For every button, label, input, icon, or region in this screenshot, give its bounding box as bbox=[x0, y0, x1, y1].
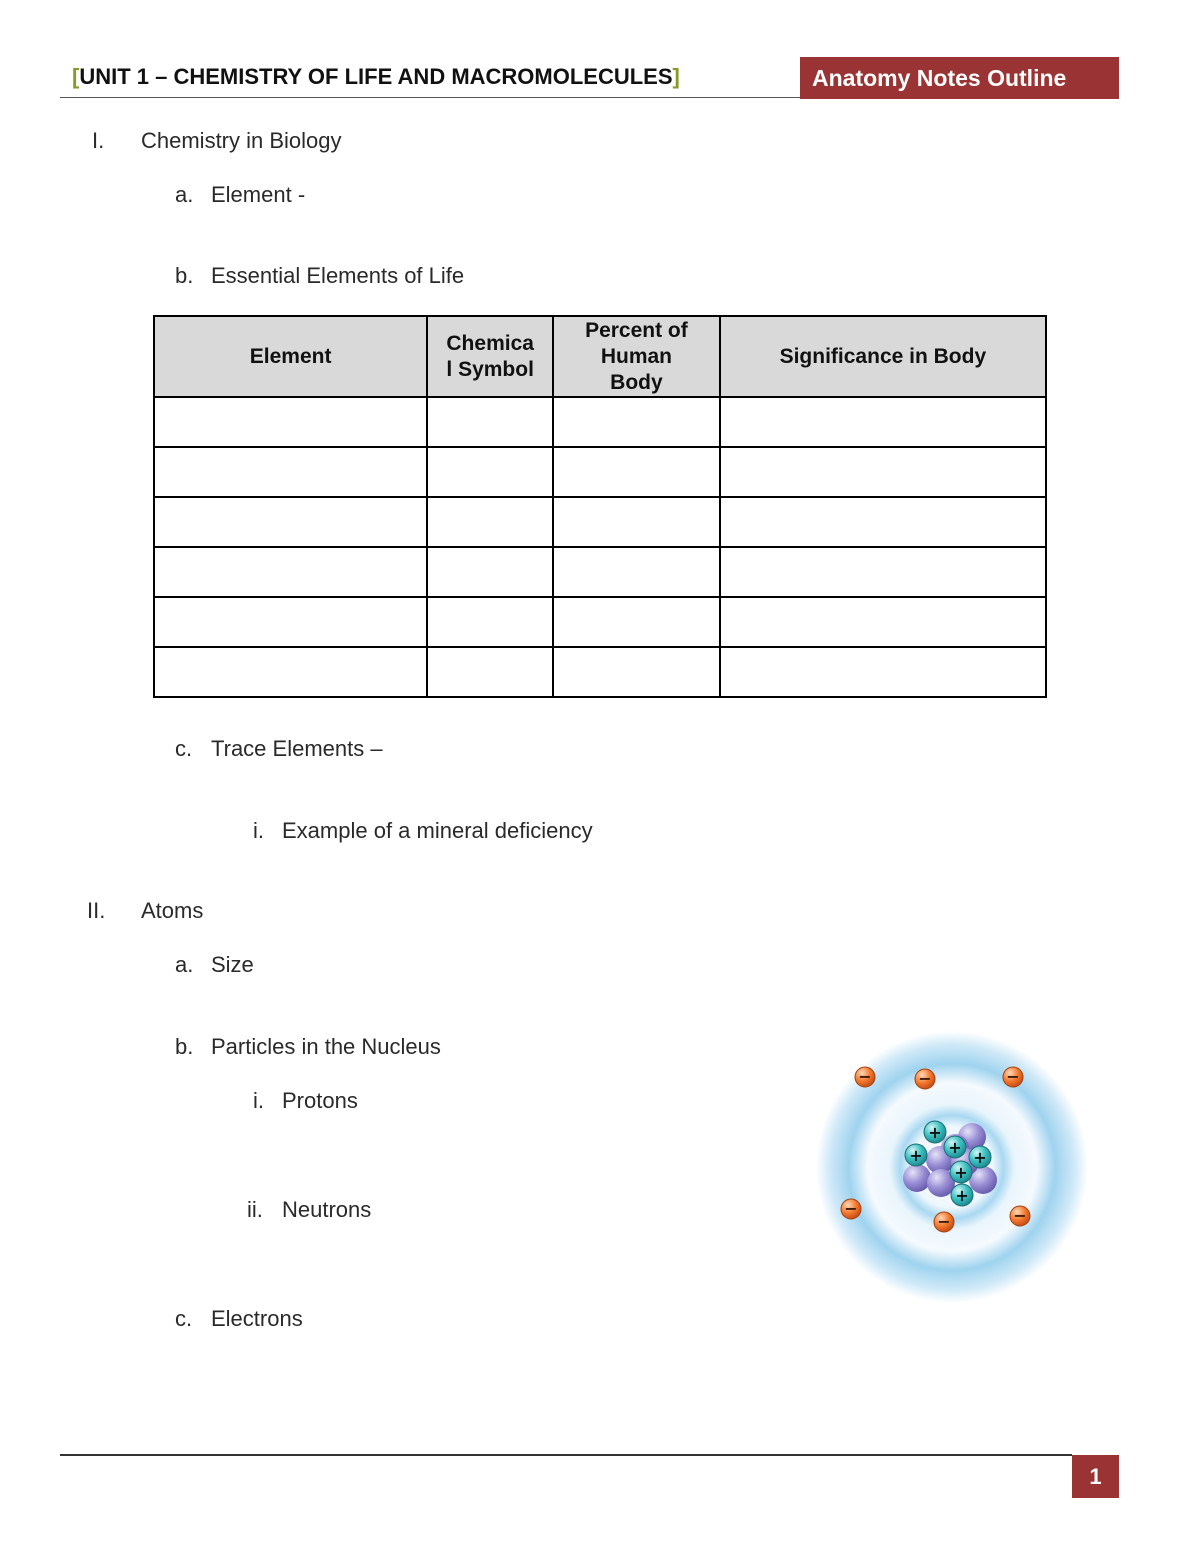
electron bbox=[915, 1069, 935, 1089]
svg-text:−: − bbox=[918, 1069, 932, 1088]
page-number-badge bbox=[1072, 1455, 1119, 1498]
table-cell bbox=[720, 397, 1046, 447]
proton bbox=[950, 1161, 972, 1183]
electron bbox=[934, 1212, 954, 1232]
item-2b-i-text: Protons bbox=[282, 1088, 358, 1113]
table-cell bbox=[154, 447, 427, 497]
table-cell bbox=[154, 547, 427, 597]
svg-text:+: + bbox=[954, 1163, 968, 1182]
table-row bbox=[154, 647, 1046, 697]
header-rule bbox=[60, 97, 800, 98]
header-badge-label: Anatomy Notes Outline bbox=[812, 65, 1067, 91]
table-cell bbox=[720, 497, 1046, 547]
section-1-title: Chemistry in Biology bbox=[141, 128, 342, 153]
proton bbox=[969, 1146, 991, 1168]
table-cell bbox=[427, 397, 553, 447]
svg-text:+: + bbox=[909, 1146, 923, 1165]
svg-text:+: + bbox=[928, 1123, 942, 1142]
col-header-significance: Significance in Body bbox=[720, 316, 1046, 397]
neutron bbox=[903, 1164, 931, 1192]
svg-text:−: − bbox=[858, 1067, 872, 1086]
svg-text:+: + bbox=[948, 1138, 962, 1157]
table-row bbox=[154, 497, 1046, 547]
section-2-number: II. bbox=[87, 898, 106, 923]
table-row bbox=[154, 597, 1046, 647]
item-2a-text: Size bbox=[211, 952, 254, 977]
electron bbox=[841, 1199, 861, 1219]
essential-elements-table bbox=[153, 315, 1047, 698]
section-2-title: Atoms bbox=[141, 898, 204, 923]
item-1c-marker: c. bbox=[175, 736, 193, 761]
table-cell bbox=[154, 597, 427, 647]
proton bbox=[944, 1136, 966, 1158]
item-2b-marker: b. bbox=[175, 1034, 194, 1059]
svg-text:−: − bbox=[1013, 1206, 1027, 1225]
unit-title: [UNIT 1 – CHEMISTRY OF LIFE AND MACROMOLECULES] bbox=[72, 64, 680, 89]
electron bbox=[855, 1067, 875, 1087]
table-cell bbox=[553, 547, 720, 597]
table-cell bbox=[720, 647, 1046, 697]
item-1c-text: Trace Elements – bbox=[211, 736, 383, 761]
unit-title-text: UNIT 1 – CHEMISTRY OF LIFE AND MACROMOLECULES bbox=[79, 64, 673, 89]
section-1-number: I. bbox=[92, 128, 105, 153]
item-2c-marker: c. bbox=[175, 1306, 193, 1331]
item-1b-text: Essential Elements of Life bbox=[211, 263, 465, 288]
svg-text:−: − bbox=[937, 1212, 951, 1231]
header-badge bbox=[800, 57, 1119, 99]
footer-rule bbox=[60, 1454, 1072, 1456]
table-cell bbox=[553, 397, 720, 447]
table-cell bbox=[553, 647, 720, 697]
item-2a-marker: a. bbox=[175, 952, 194, 977]
item-2b-i-marker: i. bbox=[253, 1088, 264, 1113]
page-number: 1 bbox=[1089, 1464, 1102, 1489]
table-cell bbox=[427, 647, 553, 697]
proton bbox=[924, 1121, 946, 1143]
item-2b-text: Particles in the Nucleus bbox=[211, 1034, 441, 1059]
col-header-chemical-symbol: Chemica l Symbol bbox=[427, 316, 553, 397]
col-header-percent-body: Percent of Human Body bbox=[553, 316, 720, 397]
col-header-element: Element bbox=[154, 316, 427, 397]
electron bbox=[1003, 1067, 1023, 1087]
proton bbox=[951, 1184, 973, 1206]
table-cell bbox=[553, 497, 720, 547]
table-cell bbox=[154, 647, 427, 697]
item-2b-ii-text: Neutrons bbox=[282, 1197, 372, 1222]
table-cell bbox=[720, 447, 1046, 497]
table-cell bbox=[427, 497, 553, 547]
svg-text:−: − bbox=[844, 1199, 858, 1218]
table-cell bbox=[427, 447, 553, 497]
proton bbox=[905, 1144, 927, 1166]
svg-text:+: + bbox=[955, 1186, 969, 1205]
item-1c-i-text: Example of a mineral deficiency bbox=[282, 818, 593, 843]
table-cell bbox=[553, 447, 720, 497]
table-cell bbox=[154, 397, 427, 447]
item-1c-i-marker: i. bbox=[253, 818, 264, 843]
table-row bbox=[154, 397, 1046, 447]
table-cell bbox=[720, 547, 1046, 597]
table-cell bbox=[720, 597, 1046, 647]
item-2c-text: Electrons bbox=[211, 1306, 303, 1331]
table-cell bbox=[427, 597, 553, 647]
table-row bbox=[154, 547, 1046, 597]
table-row bbox=[154, 447, 1046, 497]
table-cell bbox=[154, 497, 427, 547]
svg-text:−: − bbox=[1006, 1067, 1020, 1086]
item-1a-marker: a. bbox=[175, 182, 194, 207]
item-1a-text: Element - bbox=[211, 182, 306, 207]
item-1b-marker: b. bbox=[175, 263, 194, 288]
table-header-row bbox=[154, 316, 1046, 397]
item-2b-ii-marker: ii. bbox=[247, 1197, 263, 1222]
table-cell bbox=[427, 547, 553, 597]
electron bbox=[1010, 1206, 1030, 1226]
atom-diagram-icon bbox=[815, 1030, 1090, 1305]
table-cell bbox=[553, 597, 720, 647]
svg-text:+: + bbox=[973, 1148, 987, 1167]
